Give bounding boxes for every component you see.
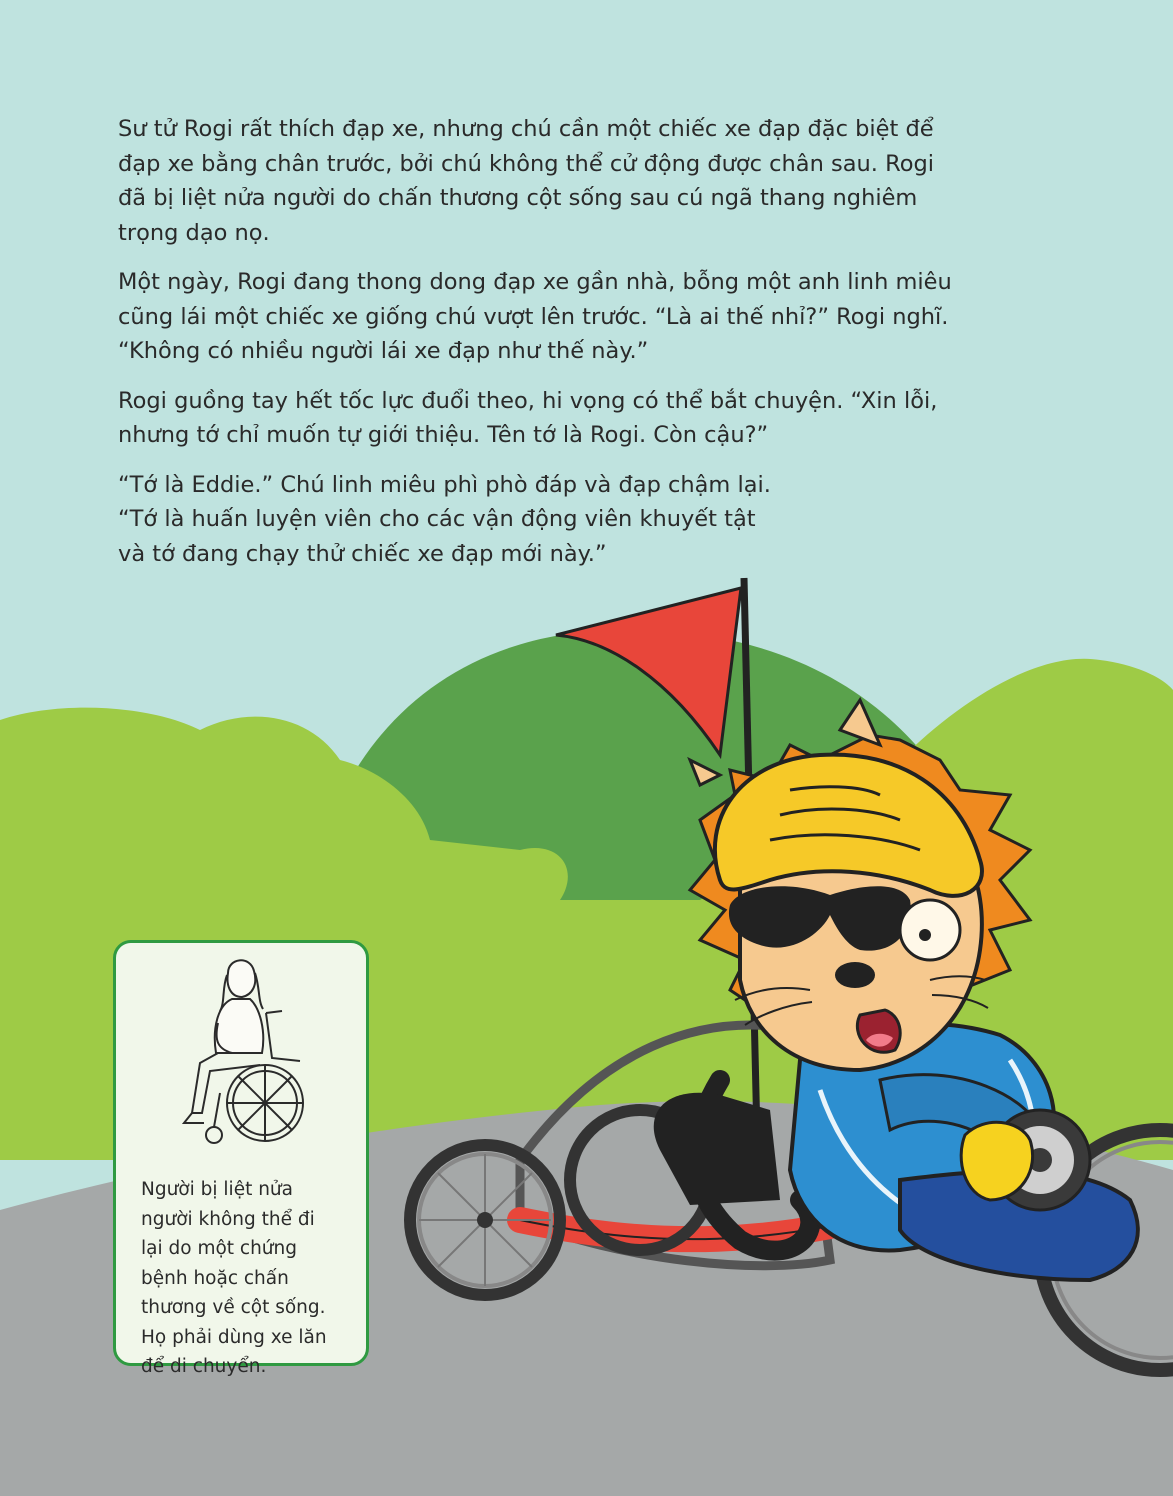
story-paragraph-4: “Tớ là Eddie.” Chú linh miêu phì phò đáp và đạp chậm lại. “Tớ là huấn luyện viên cho các vận động viên khuyết tật và tớ đang chạy thử chiếc xe đạp mới này.”	[118, 471, 771, 567]
story-paragraph-2: Một ngày, Rogi đang thong dong đạp xe gần nhà, bỗng một anh linh miêu cũng lái một chiếc xe giống chú vượt lên trước. “Là ai thế nhỉ?” Rogi nghĩ. “Không có nhiều người lái xe đạp như thế này.”	[118, 269, 952, 364]
story-paragraph-1: Sư tử Rogi rất thích đạp xe, nhưng chú cần một chiếc xe đạp đặc biệt để đạp xe bằng chân trước, bởi chú không thể cử động được chân sau. Rogi đã bị liệt nửa người do chấn thương cột sống sau cú ngã thang nghiêm trọng dạo nọ.	[118, 116, 934, 246]
story-text	[118, 112, 1078, 586]
story-paragraph-3: Rogi guồng tay hết tốc lực đuổi theo, hi vọng có thể bắt chuyện. “Xin lỗi, nhưng tớ chỉ muốn tự giới thiệu. Tên tớ là Rogi. Còn cậu?”	[118, 387, 938, 448]
wheelchair-user-icon	[170, 953, 320, 1153]
eye	[900, 900, 960, 960]
nose	[835, 962, 875, 988]
info-box-text: Người bị liệt nửa người không thể đi lại do một chứng bệnh hoặc chấn thương về cột sống. Họ phải dùng xe lăn để di chuyển.	[141, 1179, 327, 1377]
info-box	[113, 940, 369, 1377]
